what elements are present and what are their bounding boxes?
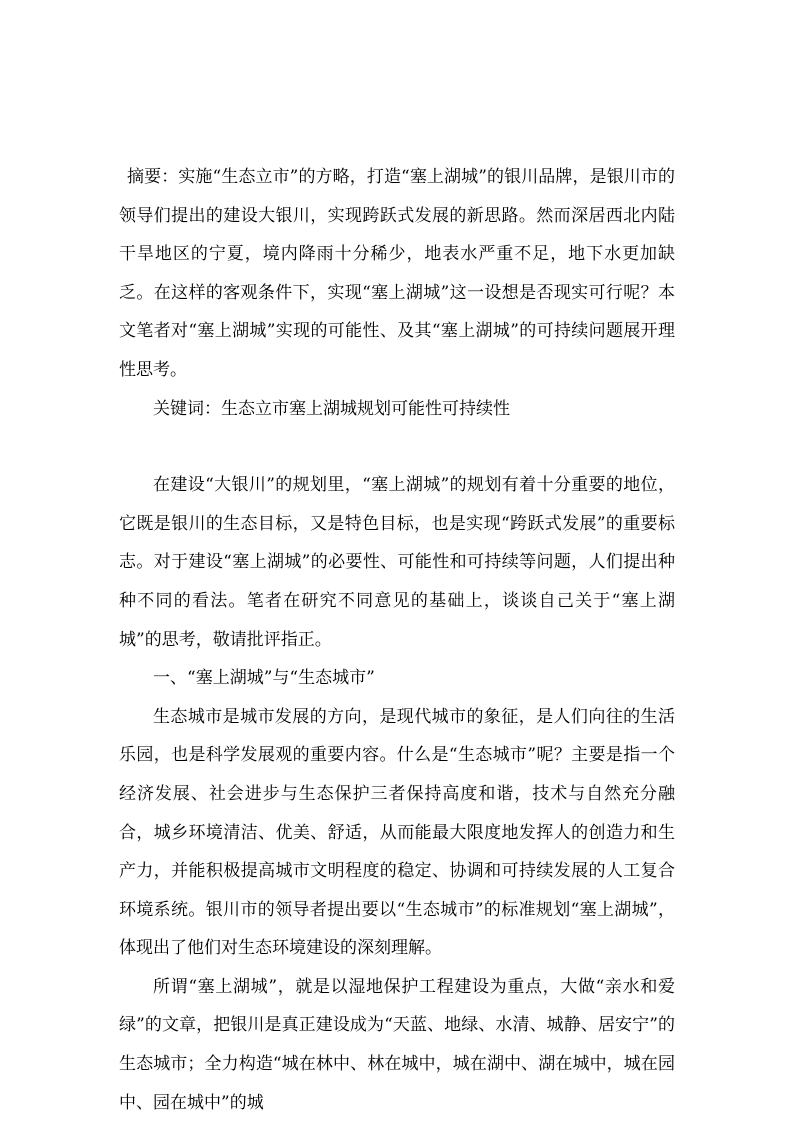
- abstract-paragraph: 摘要：实施“生态立市”的方略，打造“塞上湖城”的银川品牌，是银川市的领导们提出的建设大银川，实现跨跃式发展的新思路。然而深居西北内陆干旱地区的宁夏，境内降雨十分稀少，地表水严重不足，地下水更加缺乏。在这样的客观条件下，实现“塞上湖城”这一设想是否现实可行呢？本文笔者对“塞上湖城”实现的可能性、及其“塞上湖城”的可持续问题展开理性思考。: [119, 167, 675, 380]
- intro-paragraph: 在建设“大银川”的规划里，“塞上湖城”的规划有着十分重要的地位，它既是银川的生态目标，又是特色目标，也是实现“跨跃式发展”的重要标志。对于建设“塞上湖城”的必要性、可能性和可持续等问题，人们提出种种不同的看法。笔者在研究不同意见的基础上，谈谈自己关于“塞上湖城”的思考，敬请批评指正。: [119, 475, 675, 650]
- document-body: [119, 158, 675, 1122]
- body-paragraph: 所谓“塞上湖城”，就是以湿地保护工程建设为重点，大做“亲水和爱绿”的文章，把银川是真正建设成为“天蓝、地绿、水清、城静、居安宁”的生态城市；全力构造“城在林中、林在城中，城在湖中、湖在城中，城在园中、园在城中”的城: [119, 976, 675, 1113]
- keywords-paragraph: 关键词：生态立市塞上湖城规划可能性可持续性: [153, 398, 510, 419]
- paragraph-spacer: [119, 428, 675, 466]
- section-heading: 一、“塞上湖城”与“生态城市”: [153, 668, 375, 689]
- body-paragraph: 生态城市是城市发展的方向，是现代城市的象征，是人们向往的生活乐园，也是科学发展观的重要内容。什么是“生态城市”呢？主要是指一个经济发展、社会进步与生态保护三者保持高度和谐，技术与自然充分融合，城乡环境清洁、优美、舒适，从而能最大限度地发挥人的创造力和生产力，并能积极提高城市文明程度的稳定、协调和可持续发展的人工复合环境系统。银川市的领导者提出要以“生态城市”的标准规划“塞上湖城”，体现出了他们对生态环境建设的深刻理解。: [119, 706, 675, 959]
